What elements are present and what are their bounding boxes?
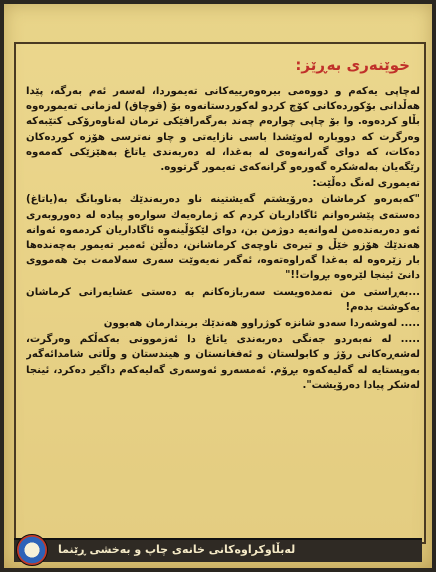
book-back-cover <box>4 4 432 568</box>
paragraph-casualties: ..... لەوشەردا سەدو شانزە کوژراوو هەندێك بریندارمان هەبوون <box>103 318 420 330</box>
publisher-logo-icon <box>16 534 48 566</box>
paragraph-experience: ..... لە نەبەردو جەنگی دەربەندی یاتاغ دا ئەزموونی بەکەڵکم وەرگرت، لەشەڕەکانی رۆژ و کابولستان و ئەفغانستان و هیندستان و وڵاتی شامدائەگەر بەوپستایە لە گەلیەکەوە بڕۆم. ئەمسەرو ئەوسەری گەلیەکەم داگیر دەکرد، ئینجا لەشکر پیادا دەرۆیشت". <box>26 334 420 391</box>
paragraph-intro: لەچاپی یەکەم و دووەمی بیرەوەرییەکانی تەیموردا، لەسەر ئەم بەرگە، پێدا هەڵدانی بۆکوردەکانی کۆچ کردو لەکوردستانەوە بۆ (قوچاق) لەزمانی تەیمورەوە بڵاو کردەوە. وا بۆ چاپی چوارەم چەند بەرگەرافێکی ترمان لەناوەرۆکی کتێبەکە وەرگرت کە دووبارە لەوێشدا باسی نازایەتی و چاو نەترسی هۆزە کوردەکان دەکات، کە دوای گەرانەوەی لە بەغدا، لە دەربەندی یاتاغ بەهێزێکی کەمەوە رێگەیان بەلەشکرە گەورەو گرانەکەی تەیمور گرتووە. <box>26 86 420 174</box>
publisher-label: لەبڵاوکراوەکانی خانەی چاپ و بەخشی ڕێنما <box>58 543 296 556</box>
paragraph-quote-intro: تەیموری لەنگ دەڵێت: <box>312 178 420 190</box>
paragraph-quote: "کەبەرەو کرماشان دەرۆیشتم گەیشتینە ناو دەربەندێك بەناوبانگ بە(یاتاغ) دەستەی پێشرەوانم ئاگاداریان کردم کە ژمارەیەك سوارەو پیادە لە دەوروبەری ئەو دەربەندەمن لەوانەیە دوژمن بن، دوای لێکۆڵینەوە ئاگاداریان کردمەوە ئەوانە هەندێك هۆزو خێڵ و تیرەی ناوچەی کرماشانن، دەڵێن ئەمیر تەیمور بەچەندەها بار زێرەوە لە بەغدا گەراوەتەوە، ئەگەر نەیەوێت سەری سەلامەت بێ هەمووی دانێ ئینجا لێرەوە بڕوات!!" <box>26 194 420 282</box>
publisher-footer <box>14 538 422 562</box>
body-text <box>26 84 420 520</box>
heading: خوێنەری بەڕێز: <box>295 56 410 74</box>
paragraph-soldiers: ...بەڕاستی من نەمدەویست سەربازەکانم بە دەستی عشایەرانی کرماشان بەکوشت بدەم! <box>26 286 420 313</box>
